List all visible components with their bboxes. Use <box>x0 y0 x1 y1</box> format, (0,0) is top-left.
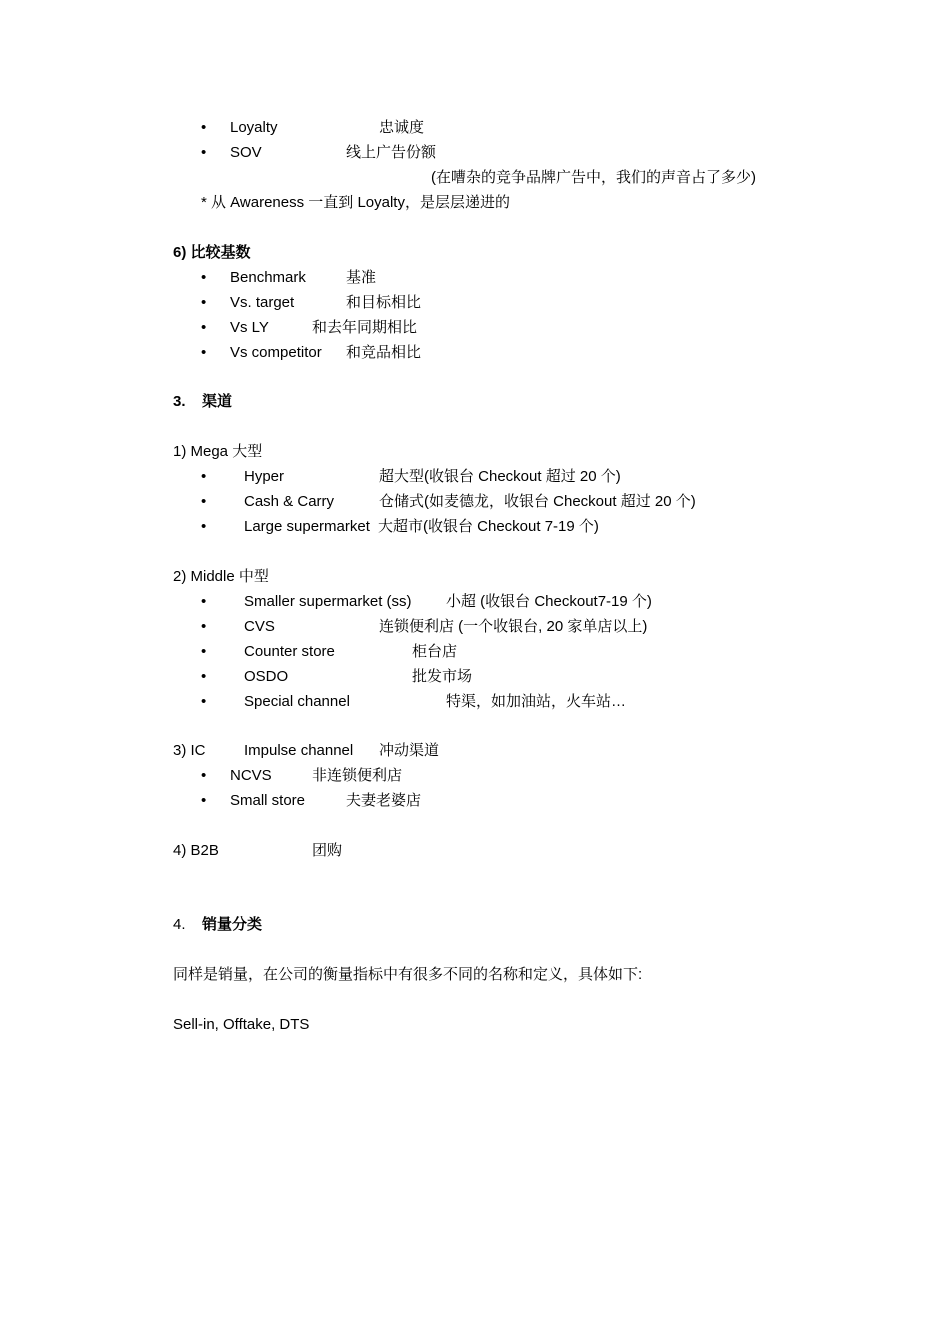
vs-competitor-term: Vs competitor <box>230 344 322 361</box>
large-supermarket-term: Large supermarket <box>244 518 370 535</box>
smaller-supermarket-translation: 小超 (收银台 Checkout7-19 个) <box>446 593 652 610</box>
counter-store-term: Counter store <box>244 643 335 660</box>
mega-label: 1) Mega 大型 <box>173 443 263 460</box>
counter-store-translation: 柜台店 <box>412 643 458 660</box>
bullet-dot: • <box>201 643 207 660</box>
cvs-translation: 连锁便利店 (一个收银台, 20 家单店以上) <box>379 618 648 635</box>
bullet-dot: • <box>201 518 207 535</box>
small-store-translation: 夫妻老婆店 <box>346 792 422 809</box>
bullet-dot: • <box>201 493 207 510</box>
bullet-dot: • <box>201 693 207 710</box>
ncvs-translation: 非连锁便利店 <box>312 767 403 784</box>
sov-note: (在嘈杂的竞争品牌广告中，我们的声音占了多少) <box>431 169 756 186</box>
bullet-dot: • <box>201 767 207 784</box>
b2b-translation: 团购 <box>312 842 343 859</box>
vs-ly-translation: 和去年同期相比 <box>312 319 418 336</box>
middle-label: 2) Middle 中型 <box>173 568 269 585</box>
special-channel-translation: 特渠，如加油站，火车站… <box>446 693 627 710</box>
vs-ly-term: Vs LY <box>230 319 269 336</box>
smaller-supermarket-term: Smaller supermarket (ss) <box>244 593 412 610</box>
bullet-dot: • <box>201 792 207 809</box>
bullet-dot: • <box>201 468 207 485</box>
loyalty-translation: 忠诚度 <box>379 119 425 136</box>
bullet-dot: • <box>201 319 207 336</box>
bullet-dot: • <box>201 344 207 361</box>
vs-target-term: Vs. target <box>230 294 295 311</box>
ic-label: 3) IC <box>173 742 206 759</box>
bullet-dot: • <box>201 618 207 635</box>
channel-heading: 渠道 <box>202 393 233 410</box>
bullet-dot: • <box>201 668 207 685</box>
ic-label-en: Impulse channel <box>244 742 354 759</box>
bullet-dot: • <box>201 269 207 286</box>
sales-intro: 同样是销量，在公司的衡量指标中有很多不同的名称和定义，具体如下: <box>173 966 643 983</box>
benchmark-translation: 基准 <box>346 269 377 286</box>
b2b-label: 4) B2B <box>173 842 219 859</box>
sov-translation: 线上广告份额 <box>346 144 437 161</box>
sov-term: SOV <box>230 144 262 161</box>
bullet-dot: • <box>201 144 207 161</box>
sales-heading-number: 4. <box>173 916 186 933</box>
comparison-heading: 6) 比较基数 <box>173 244 251 261</box>
bullet-dot: • <box>201 593 207 610</box>
small-store-term: Small store <box>230 792 306 809</box>
bullet-dot: • <box>201 294 207 311</box>
cash-carry-translation: 仓储式(如麦德龙，收银台 Checkout 超过 20 个) <box>379 493 696 510</box>
cvs-term: CVS <box>244 618 275 635</box>
bullet-dot: • <box>201 119 207 136</box>
large-supermarket-translation: 大超市(收银台 Checkout 7-19 个) <box>378 518 599 535</box>
ncvs-term: NCVS <box>230 767 272 784</box>
cash-carry-term: Cash & Carry <box>244 493 335 510</box>
loyalty-term: Loyalty <box>230 119 278 136</box>
awareness-footnote: * 从 Awareness 一直到 Loyalty，是层层递进的 <box>201 194 510 211</box>
hyper-term: Hyper <box>244 468 285 485</box>
channel-heading-number: 3. <box>173 393 186 410</box>
osdo-translation: 批发市场 <box>412 668 473 685</box>
hyper-translation: 超大型(收银台 Checkout 超过 20 个) <box>379 468 621 485</box>
osdo-term: OSDO <box>244 668 289 685</box>
special-channel-term: Special channel <box>244 693 350 710</box>
sales-terms: Sell-in, Offtake, DTS <box>173 1016 310 1033</box>
ic-label-zh: 冲动渠道 <box>379 742 440 759</box>
vs-target-translation: 和目标相比 <box>346 294 422 311</box>
benchmark-term: Benchmark <box>230 269 306 286</box>
vs-competitor-translation: 和竞品相比 <box>346 344 422 361</box>
sales-heading: 销量分类 <box>202 916 263 933</box>
